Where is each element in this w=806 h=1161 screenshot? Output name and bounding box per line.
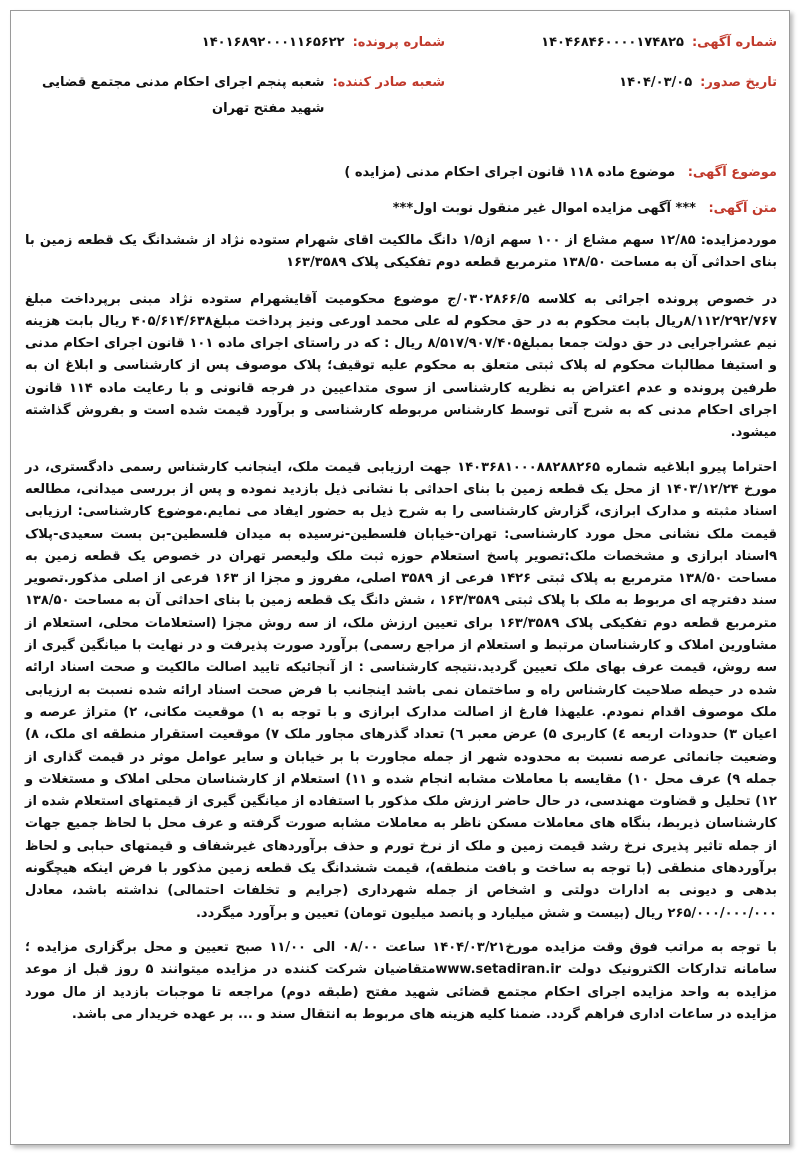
- auction-schedule-paragraph: با توجه به مراتب فوق وقت مزایده مورخ۱۴۰۴/۰۳/۲۱ ساعت ۰۸/۰۰ الی ۱۱/۰۰ صبح تعیین و محل برگزاری مزایده ؛سامانه تدارکات الکترونیک دولت www.setadiran.irمتقاضیان شرکت کننده در مزایده میتوانند ۵ روز قبل از موعد مزایده به واحد مزایده اجرای احکام مجتمع قضائی شهید مفتح (طبقه دوم) مراجعه تا موجبات بازدید از مال مورد مزایده در ساعات اداری فراهم گردد. ضمنا کلیه هزینه های مربوط به انتقال سند و ... بر عهده خریدار می باشد.: [25, 939, 778, 1022]
- issue-date-field: [447, 73, 777, 93]
- issuer-value: شعبه پنجم اجرای احکام مدنی مجتمع قضایی شهید مفتح تهران: [42, 75, 325, 116]
- issue-date-label: تاریخ صدور:: [700, 75, 777, 90]
- ad-text-label: متن آگهی:: [708, 201, 777, 216]
- topic-label: موضوع آگهی:: [687, 165, 777, 180]
- case-number-field: [25, 33, 445, 53]
- case-number-label: شماره پرونده:: [352, 35, 445, 50]
- notice-ad-text-title: [25, 198, 777, 220]
- notice-header: [25, 33, 777, 122]
- notice-document: [11, 11, 789, 1026]
- issue-date-value: ۱۴۰۴/۰۳/۰۵: [619, 75, 693, 90]
- ad-text-value: *** آگهی مزایده اموال غیر منقول نوبت اول***: [392, 201, 696, 216]
- ad-number-label: شماره آگهی:: [691, 35, 777, 50]
- expert-report-paragraph: احتراما پیرو ابلاغیه شماره ۱۴۰۳۶۸۱۰۰۰۸۸۲۸۸۲۶۵ جهت ارزیابی قیمت ملک، اینجانب کارشناس رسمی دادگستری، در مورخ ۱۴۰۳/۱۲/۲۴ از محل یک قطعه زمین با بنای احداثی با نشانی ذیل بازدید نموده و پس از بررسی میدانی، مطالعه اسناد مثبته و مدارک ابرازی، گزارش کارشناسی را به شرح ذیل به حضور ایفاد می نمایم.موضوع کارشناسی: ارزیابی قیمت ملک نشانی محل مورد کارشناسی: تهران-خیابان فلسطین-نرسیده به میدان فلسطین-بن بست سعیدی-پلاک ۹اسناد ابرازی و مشخصات ملک:تصویر پاسخ استعلام حوزه ثبت ملک ولیعصر تهران در خصوص یک قطعه زمین به مساحت ۱۳۸/۵۰ مترمربع به پلاک ثبتی ۱۴۲۶ فرعی از ۳۵۸۹ اصلی، مفروز و مجزا از ۱۶۳ فرعی از اصلی مذکور.تصویر سند دفترچه ای مربوط به ملک با پلاک ثبتی ۱۶۳/۳۵۸۹ ، شش دانگ یک قطعه زمین با بنای احداثی آن به مساحت ۱۳۸/۵۰ مترمربع قطعه دوم تفکیکی پلاک ۱۶۳/۳۵۸۹ برای تعیین ارزش ملک، از سه روش مجزا (استعلامات محلی، استعلام از مشاورین املاک و کارشناسان مرتبط و استعلام از مراجع رسمی) برآورد صورت پذیرفت و در نهایت با میانگین گیری از سه روش، قیمت عرف بهای ملک تعیین گردید.نتیجه کارشناسی : از آنجائیکه تایید اصالت مالکیت و صحت اسناد ارائه شده در حیطه صلاحیت کارشناس راه و ساختمان نمی باشد اینجانب با فرض صحت اسناد ارائه شده نسبت به ارزیابی ملک موصوف اقدام نمودم. علیهذا فارغ از اصالت مدارک ابرازی و با توجه به ۱) موقعیت مکانی، ۲) متراژ عرصه و اعیان ۳) حدودات اربعه ٤) کاربری ۵) عرض معبر ٦) تعداد گذرهای مجاور ملک ۷) موقعیت استقرار منطقه ای ملک، ۸) وضعیت جانمائی عرصه نسبت به محدوده شهر از جمله مجاورت با بر خیابان و سایر عوامل موثر در قیمت گذاری از جمله ۹) عرف محل ۱۰) مقایسه با معاملات مشابه انجام شده و ۱۱) استعلام از کارشناسان محلی املاک و مستغلات و ۱۲) تحلیل و قضاوت مهندسی، در حال حاضر ارزش ملک مذکور با استفاده از میانگین گیری از قیمتهای استعلام شده از کارشناسان ذیربط، بنگاه های معاملات مسکن ناظر به معاملات مشابه صورت گرفته و عرف محل با لحاظ جمیع جهات از جمله تاثیر پذیری نرخ رشد قیمت زمین و ملک از نرخ تورم و حذف برآوردهای غیرشفاف و قیمتهای حبابی و لحاظ برآوردهای منطقی (با توجه به ساخت و بافت منطقه)، قیمت ششدانگ یک قطعه زمین مذکور با فرض اینکه هیچگونه بدهی و دیونی به ادارات دولتی و اشخاص از جمله شهرداری (جرایم و تخلفات احتمالی) نداشته باشد، معادل ۲۶۵/۰۰۰/۰۰۰/۰۰۰ ریال (بیست و شش میلیارد و پانصد میلیون تومان) تعیین و برآورد میگردد.: [25, 459, 778, 921]
- issuer-label: شعبه صادر کننده:: [332, 75, 445, 90]
- topic-value: موضوع ماده ۱۱۸ قانون اجرای احکام مدنی (مزایده ): [344, 165, 676, 180]
- header-left-column: [25, 33, 445, 122]
- case-number-value: ۱۴۰۱۶۸۹۲۰۰۰۱۱۶۵۶۲۲: [201, 35, 345, 50]
- issuer-field: [25, 73, 445, 122]
- notice-topic: [25, 162, 777, 184]
- auction-subject-paragraph: موردمزایده: ۱۲/۸۵ سهم مشاع از ۱۰۰ سهم از۱/۵ دانگ مالکیت اقای شهرام ستوده نژاد از ششدانگ یک قطعه زمین با بنای احداثی آن به مساحت ۱۳۸/۵۰ مترمربع قطعه دوم تفکیکی پلاک ۱۶۳/۳۵۸۹: [25, 233, 777, 271]
- ad-number-value: ۱۴۰۴۶۸۴۶۰۰۰۰۱۷۴۸۲۵: [541, 35, 684, 50]
- ad-number-field: [447, 33, 777, 53]
- notice-frame: [10, 10, 790, 1145]
- header-right-column: [447, 33, 777, 93]
- case-details-paragraph: در خصوص پرونده اجرائی به کلاسه ۰۳۰۲۸۶۶/۵/ج موضوع محکومیت آقایشهرام ستوده نژاد مبنی برپرداخت مبلغ ۸/۱۱۲/۲۹۲/۷۶۷ریال بابت محکوم به در حق محکوم له علی محمد اورعی ونیز پرداخت مبلغ۴۰۵/۶۱۴/۶۳۸ ریال بابت هزینه نیم عشراجرایی در حق دولت جمعا بمبلغ۸/۵۱۷/۹۰۷/۴۰۵ ریال : که در راستای اجرای ماده ۱۰۱ قانون اجرای احکام مدنی و استیفا مطالبات محکوم له پلاک ثبتی متعلق به محکوم علیه توقیف؛ پلاک موصوف پس از کارشناسی و ابلاغ ان به طرفین پرونده و عدم اعتراض به نظریه کارشناسی از سوی متداعیین در فرجه قانونی و با رعایت ماده ۱۱۴ قانون اجرای احکام مدنی که به شرح آتی توسط کارشناس مربوطه کارشناسی و برآورد قیمت شده است و بفروش گذاشته میشود.: [25, 291, 778, 441]
